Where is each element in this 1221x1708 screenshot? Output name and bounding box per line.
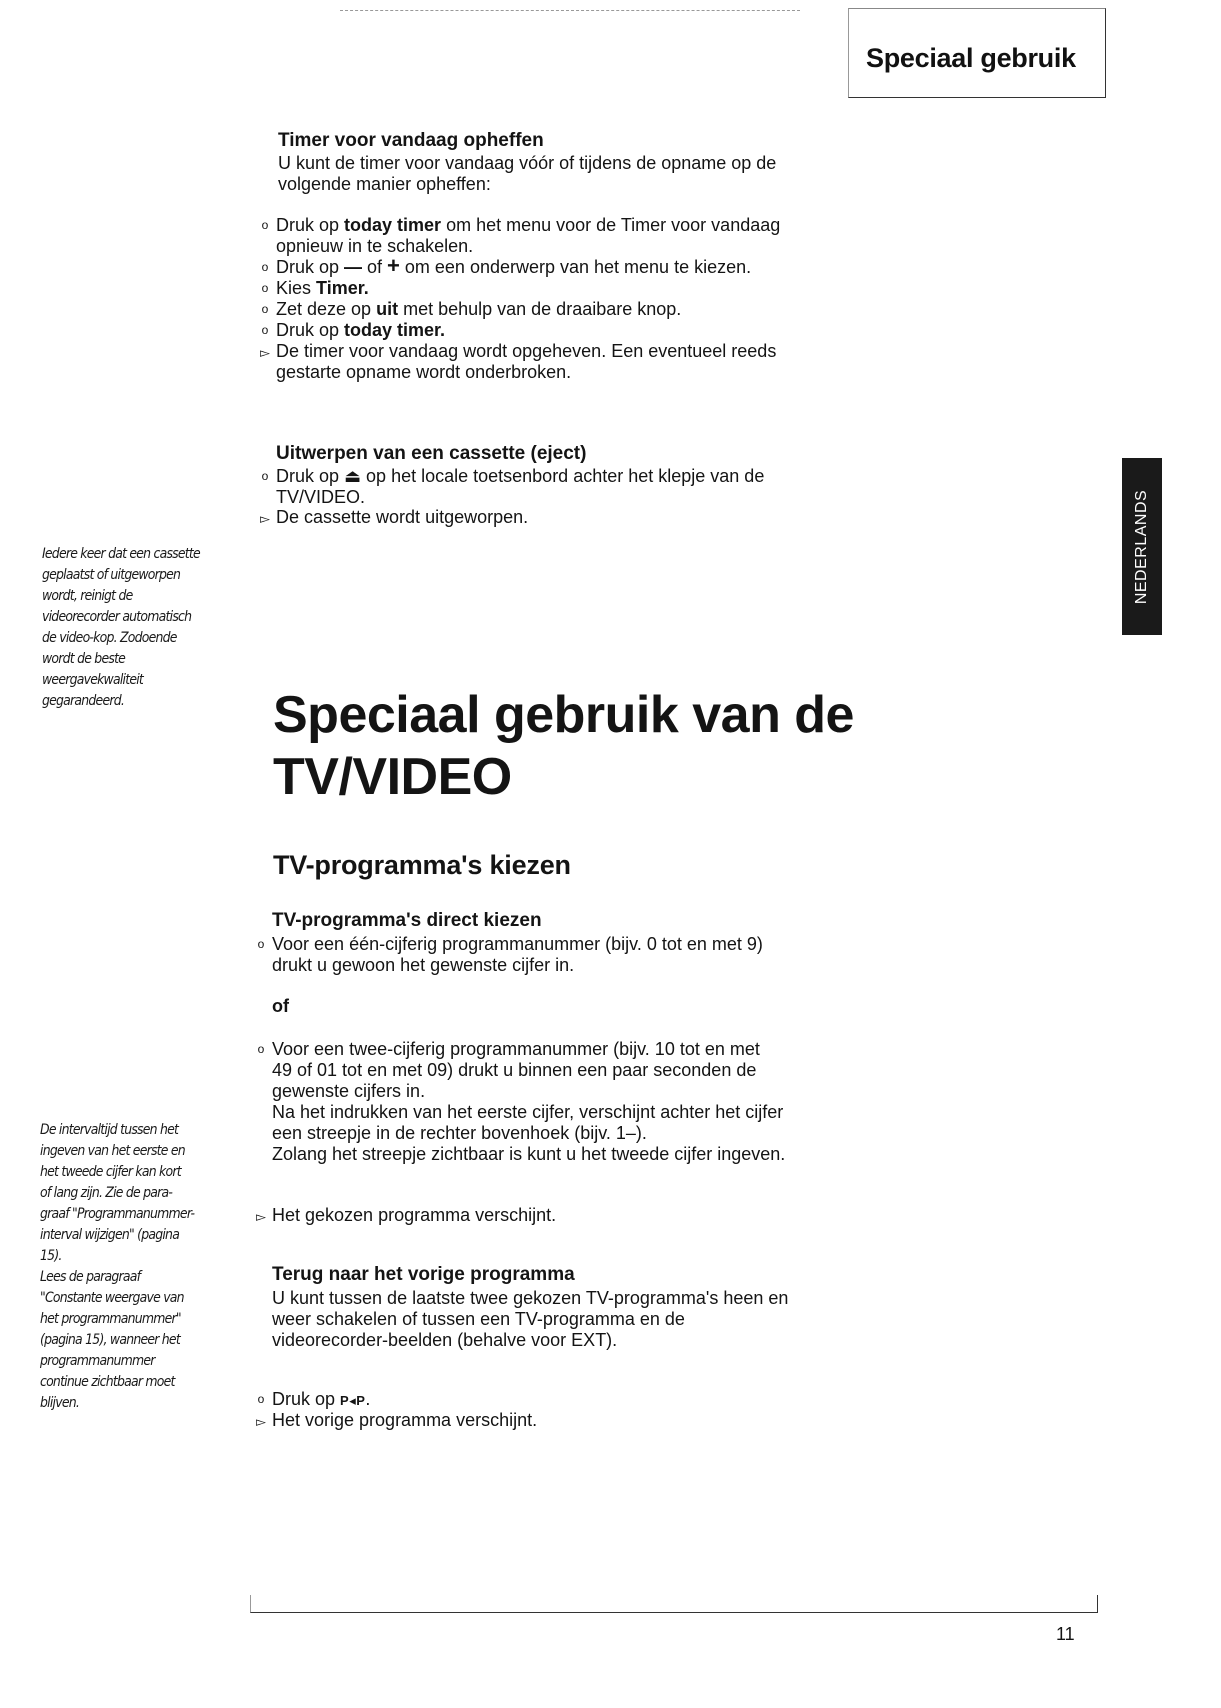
list-item-text: Zet deze op uit met behulp van de draaibare knop. bbox=[276, 299, 682, 319]
result-item bbox=[256, 1410, 852, 1431]
list-item-text: Druk op today timer om het menu voor de Timer voor vandaag bbox=[276, 215, 781, 235]
pp-key-icon: P◂P bbox=[340, 1393, 366, 1408]
list-item bbox=[257, 934, 852, 976]
side-note-line: ingeven van het eerste en bbox=[40, 1143, 185, 1159]
page-number: 11 bbox=[1056, 1624, 1075, 1644]
side-note-cleaning bbox=[42, 544, 223, 712]
list-item bbox=[257, 1039, 872, 1165]
bullet-circle-icon: o bbox=[261, 302, 269, 316]
side-note-line: het programmanummer" bbox=[40, 1311, 181, 1327]
side-note-line: 15). bbox=[40, 1248, 62, 1264]
side-note-line: Iedere keer dat een cassette bbox=[42, 546, 200, 562]
side-note-line: of lang zijn. Zie de para- bbox=[40, 1185, 173, 1201]
bullet-circle-icon: o bbox=[261, 281, 269, 295]
list-item-text-line: gewenste cijfers in. bbox=[272, 1081, 426, 1101]
page-title-line: TV/VIDEO bbox=[273, 748, 512, 806]
side-note-line: continue zichtbaar moet bbox=[40, 1374, 175, 1390]
list-item-text: Druk op today timer. bbox=[276, 320, 446, 340]
list-item bbox=[261, 215, 856, 257]
previous-program-heading: Terug naar het vorige programma bbox=[272, 1264, 575, 1285]
result-item bbox=[256, 1205, 852, 1226]
bullet-circle-icon: o bbox=[257, 1392, 265, 1406]
side-note-line: graaf "Programmanummer- bbox=[40, 1206, 195, 1222]
side-note-line: "Constante weergave van bbox=[40, 1290, 184, 1306]
result-text: De timer voor vandaag wordt opgeheven. Een eventueel reeds bbox=[276, 341, 777, 361]
bullet-circle-icon: o bbox=[261, 260, 269, 274]
list-item-text: Druk op ⏏ op het locale toetsenbord achter het klepje van de bbox=[276, 466, 765, 486]
list-item-text-line2: TV/VIDEO. bbox=[276, 487, 366, 507]
list-item bbox=[261, 253, 856, 278]
bullet-circle-icon: o bbox=[261, 323, 269, 337]
side-note-line: de video-kop. Zodoende bbox=[42, 630, 177, 646]
intro-line: U kunt tussen de laatste twee gekozen TV-programma's heen en bbox=[272, 1288, 789, 1308]
tv-section-heading: TV-programma's kiezen bbox=[273, 850, 571, 880]
side-note-line: wordt de beste bbox=[42, 651, 126, 667]
side-note-line: programmanummer bbox=[40, 1353, 155, 1369]
list-item-text-line: 49 of 01 tot en met 09) drukt u binnen een paar seconden de bbox=[272, 1060, 757, 1080]
intro-line: videorecorder-beelden (behalve voor EXT). bbox=[272, 1330, 618, 1350]
bullet-circle-icon: o bbox=[261, 218, 269, 232]
eject-section-heading: Uitwerpen van een cassette (eject) bbox=[276, 443, 587, 464]
list-item bbox=[261, 299, 856, 320]
language-tab-label: NEDERLANDS bbox=[1133, 489, 1150, 604]
list-item-text: Kies Timer. bbox=[276, 278, 369, 298]
side-note-line: De intervaltijd tussen het bbox=[40, 1122, 179, 1138]
result-arrow-icon: ▻ bbox=[260, 511, 270, 526]
side-note-line: weergavekwaliteit bbox=[42, 672, 144, 688]
result-text: De cassette wordt uitgeworpen. bbox=[276, 507, 529, 527]
list-item bbox=[261, 320, 856, 341]
bullet-circle-icon: o bbox=[257, 1042, 265, 1056]
side-note-line: het tweede cijfer kan kort bbox=[40, 1164, 181, 1180]
side-note-line: (pagina 15), wanneer het bbox=[40, 1332, 180, 1348]
result-text-line2: gestarte opname wordt onderbroken. bbox=[276, 362, 572, 382]
result-arrow-icon: ▻ bbox=[256, 1209, 266, 1224]
side-note-interval bbox=[40, 1120, 221, 1414]
eject-icon: ⏏ bbox=[344, 466, 362, 486]
list-item bbox=[257, 1389, 852, 1411]
timer-intro-line: U kunt de timer voor vandaag vóór of tijdens de opname op de bbox=[278, 153, 777, 173]
list-item-text: Voor een twee-cijferig programmanummer (bijv. 10 tot en met bbox=[272, 1039, 760, 1059]
result-text: Het vorige programma verschijnt. bbox=[272, 1410, 538, 1430]
list-item-text: Druk op P◂P. bbox=[272, 1389, 371, 1409]
side-note-line: geplaatst of uitgeworpen bbox=[42, 567, 181, 583]
result-arrow-icon: ▻ bbox=[256, 1414, 266, 1429]
intro-line: weer schakelen of tussen een TV-programma en de bbox=[272, 1309, 685, 1329]
timer-section-heading: Timer voor vandaag opheffen bbox=[278, 130, 544, 151]
list-item-text-line2: drukt u gewoon het gewenste cijfer in. bbox=[272, 955, 575, 975]
direct-select-heading: TV-programma's direct kiezen bbox=[272, 910, 542, 931]
list-item bbox=[261, 278, 856, 299]
list-item-text-line2: opnieuw in te schakelen. bbox=[276, 236, 474, 256]
bullet-circle-icon: o bbox=[257, 937, 265, 951]
list-item-text-line: een streepje in de rechter bovenhoek (bijv. 1–). bbox=[272, 1123, 647, 1143]
previous-program-intro bbox=[272, 1288, 872, 1351]
list-item bbox=[261, 466, 856, 508]
result-item bbox=[260, 341, 856, 383]
header-title: Speciaal gebruik bbox=[866, 43, 1076, 73]
result-arrow-icon: ▻ bbox=[260, 345, 270, 360]
page-title bbox=[273, 684, 973, 808]
page-title-line: Speciaal gebruik van de bbox=[273, 686, 854, 744]
list-item-text-line: Zolang het streepje zichtbaar is kunt u het tweede cijfer ingeven. bbox=[272, 1144, 786, 1164]
list-item-text-line: Na het indrukken van het eerste cijfer, verschijnt achter het cijfer bbox=[272, 1102, 784, 1122]
timer-intro-line: volgende manier opheffen: bbox=[278, 174, 491, 194]
side-note-line: interval wijzigen" (pagina bbox=[40, 1227, 180, 1243]
or-separator: of bbox=[272, 996, 289, 1016]
timer-intro bbox=[278, 153, 878, 195]
side-note-line: videorecorder automatisch bbox=[42, 609, 192, 625]
result-text: Het gekozen programma verschijnt. bbox=[272, 1205, 557, 1225]
scan-noise-line bbox=[340, 10, 800, 12]
side-note-line: gegarandeerd. bbox=[42, 693, 125, 709]
side-note-line: blijven. bbox=[40, 1395, 80, 1411]
footer-frame bbox=[250, 1595, 1098, 1613]
list-item-text: Voor een één-cijferig programmanummer (bijv. 0 tot en met 9) bbox=[272, 934, 763, 954]
result-item bbox=[260, 507, 856, 528]
side-note-line: Lees de paragraaf bbox=[40, 1269, 141, 1285]
bullet-circle-icon: o bbox=[261, 469, 269, 483]
list-item-text: Druk op — of + om een onderwerp van het menu te kiezen. bbox=[276, 253, 752, 278]
language-tab bbox=[1122, 458, 1162, 635]
side-note-line: wordt, reinigt de bbox=[42, 588, 133, 604]
